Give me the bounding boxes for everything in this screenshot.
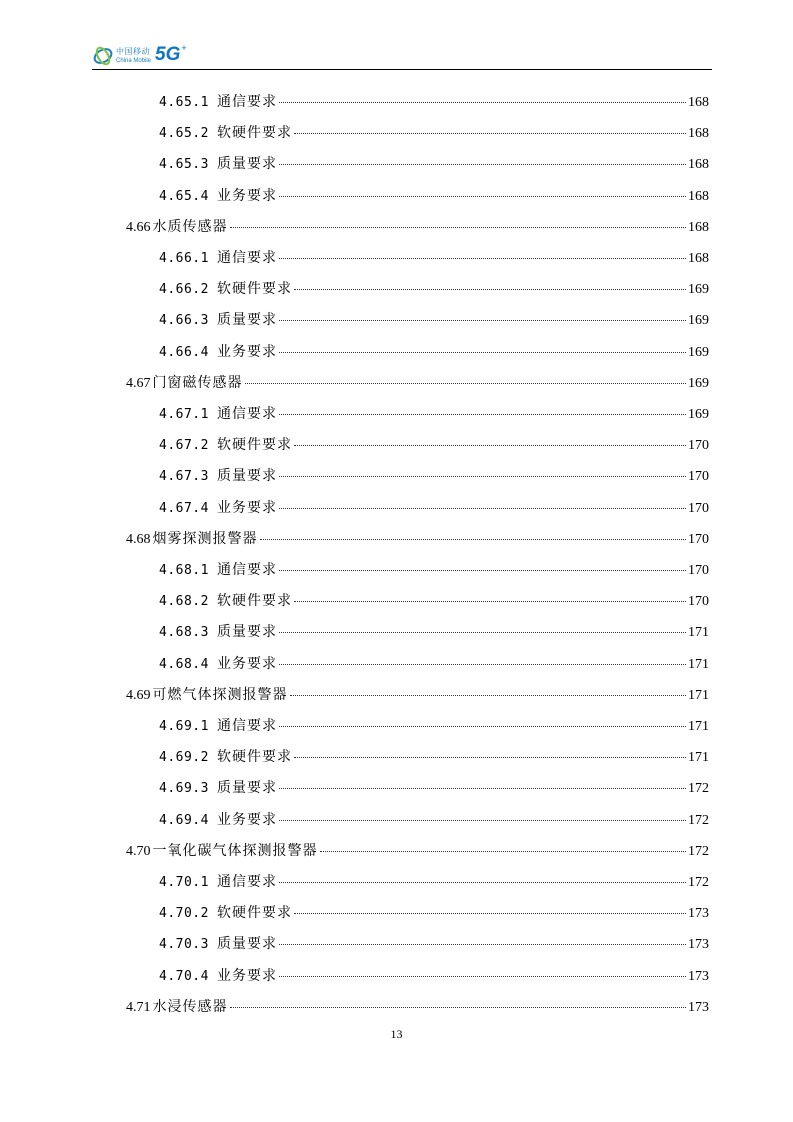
toc-entry-page: 170 xyxy=(688,563,709,578)
toc-entry-page: 169 xyxy=(688,407,709,422)
toc-entry-number: 4.67.4 xyxy=(159,500,209,516)
toc-dot-leader xyxy=(290,695,687,696)
toc-entry-title: 通信要求 xyxy=(216,406,277,422)
page-number: 13 xyxy=(390,1027,403,1041)
page-header xyxy=(92,44,712,70)
toc-dot-leader xyxy=(279,976,686,977)
toc-dot-leader xyxy=(294,913,686,914)
toc-dot-leader xyxy=(230,227,687,228)
toc-section-entry[interactable] xyxy=(126,684,709,704)
toc-entry-page: 171 xyxy=(688,719,709,734)
toc-dot-leader xyxy=(320,851,687,852)
toc-subsection-entry[interactable] xyxy=(159,621,709,641)
toc-entry-page: 169 xyxy=(688,313,709,329)
toc-section-entry[interactable] xyxy=(126,840,709,860)
toc-entry-page: 171 xyxy=(688,687,709,703)
toc-entry-page: 170 xyxy=(688,594,709,610)
toc-entry-number: 4.68.2 xyxy=(159,594,209,610)
logo-plus-mark: + xyxy=(181,43,187,53)
toc-entry-number: 4.69.2 xyxy=(159,750,209,766)
toc-entry-page: 168 xyxy=(688,95,709,110)
toc-section-entry[interactable] xyxy=(126,372,709,392)
toc-entry-title: 一氧化碳气体探测报警器 xyxy=(152,842,318,859)
toc-entry-number: 4.65.3 xyxy=(159,157,209,173)
toc-dot-leader xyxy=(279,632,686,633)
toc-entry-title: 质量要求 xyxy=(216,156,277,173)
toc-entry-number: 4.69 xyxy=(126,687,151,703)
toc-entry-page: 169 xyxy=(688,375,709,391)
toc-subsection-entry[interactable] xyxy=(159,809,709,829)
toc-entry-page: 170 xyxy=(688,438,709,454)
toc-dot-leader xyxy=(279,788,686,789)
toc-entry-title: 软硬件要求 xyxy=(216,749,292,766)
toc-entry-number: 4.70 xyxy=(126,843,151,859)
toc-dot-leader xyxy=(279,196,686,197)
toc-subsection-entry[interactable] xyxy=(159,777,709,797)
toc-entry-number: 4.67.3 xyxy=(159,469,209,485)
header-divider xyxy=(92,69,712,70)
toc-entry-number: 4.65.1 xyxy=(159,95,209,110)
toc-entry-title: 质量要求 xyxy=(216,468,277,485)
toc-entry-page: 171 xyxy=(688,625,709,641)
toc-entry-page: 170 xyxy=(688,469,709,485)
toc-entry-title: 通信要求 xyxy=(216,718,277,734)
toc-entry-title: 业务要求 xyxy=(216,187,277,204)
toc-dot-leader xyxy=(279,944,686,945)
toc-subsection-entry[interactable] xyxy=(159,497,709,517)
toc-subsection-entry[interactable] xyxy=(159,715,709,735)
toc-dot-leader xyxy=(279,726,686,727)
toc-entry-title: 通信要求 xyxy=(216,562,277,578)
toc-entry-title: 软硬件要求 xyxy=(216,125,292,142)
toc-entry-page: 172 xyxy=(688,875,709,890)
toc-entry-number: 4.66.2 xyxy=(159,282,209,298)
toc-entry-page: 172 xyxy=(688,781,709,797)
toc-dot-leader xyxy=(294,289,686,290)
toc-subsection-entry[interactable] xyxy=(159,309,709,329)
toc-section-entry[interactable] xyxy=(126,996,709,1016)
toc-entry-page: 168 xyxy=(688,251,709,266)
toc-entry-title: 水质传感器 xyxy=(152,218,228,235)
toc-dot-leader xyxy=(279,820,686,821)
toc-dot-leader xyxy=(260,539,687,540)
toc-subsection-entry[interactable] xyxy=(159,746,709,766)
toc-entry-page: 170 xyxy=(688,500,709,516)
toc-entry-number: 4.68.4 xyxy=(159,656,209,672)
toc-subsection-entry[interactable] xyxy=(159,902,709,922)
toc-dot-leader xyxy=(294,601,686,602)
toc-subsection-entry[interactable] xyxy=(159,559,709,579)
toc-entry-number: 4.66.1 xyxy=(159,251,209,266)
toc-dot-leader xyxy=(279,352,686,353)
toc-entry-page: 169 xyxy=(688,344,709,360)
toc-entry-title: 业务要求 xyxy=(216,655,277,672)
toc-entry-title: 业务要求 xyxy=(216,967,277,984)
toc-entry-number: 4.68 xyxy=(126,531,151,547)
toc-entry-number: 4.65.4 xyxy=(159,188,209,204)
toc-entry-page: 173 xyxy=(688,937,709,953)
toc-section-entry[interactable] xyxy=(126,528,709,548)
toc-entry-number: 4.70.3 xyxy=(159,937,209,953)
toc-entry-title: 软硬件要求 xyxy=(216,593,292,610)
toc-entry-number: 4.70.2 xyxy=(159,906,209,922)
toc-entry-title: 软硬件要求 xyxy=(216,905,292,922)
logo-5g-mark: 5G xyxy=(155,44,181,65)
toc-entry-title: 门窗磁传感器 xyxy=(152,374,243,391)
toc-section-entry[interactable] xyxy=(126,216,709,236)
toc-dot-leader xyxy=(279,258,686,259)
toc-entry-number: 4.66.3 xyxy=(159,313,209,329)
logo-english-text: China Mobile xyxy=(116,58,152,64)
toc-entry-title: 通信要求 xyxy=(216,874,277,890)
toc-dot-leader xyxy=(279,320,686,321)
toc-entry-page: 171 xyxy=(688,656,709,672)
toc-subsection-entry[interactable] xyxy=(159,653,709,673)
toc-entry-title: 业务要求 xyxy=(216,811,277,828)
toc-dot-leader xyxy=(279,570,686,571)
toc-subsection-entry[interactable] xyxy=(159,278,709,298)
toc-entry-page: 168 xyxy=(688,188,709,204)
toc-entry-page: 168 xyxy=(688,219,709,235)
toc-entry-page: 173 xyxy=(688,968,709,984)
toc-entry-title: 通信要求 xyxy=(216,250,277,266)
toc-dot-leader xyxy=(294,445,686,446)
toc-entry-title: 软硬件要求 xyxy=(216,437,292,454)
toc-subsection-entry[interactable] xyxy=(159,465,709,485)
toc-subsection-entry[interactable] xyxy=(159,153,709,173)
toc-entry-page: 168 xyxy=(688,126,709,142)
toc-entry-number: 4.67.2 xyxy=(159,438,209,454)
toc-entry-page: 172 xyxy=(688,812,709,828)
china-mobile-logo xyxy=(92,44,187,68)
toc-entry-number: 4.69.4 xyxy=(159,812,209,828)
toc-dot-leader xyxy=(279,414,686,415)
toc-dot-leader xyxy=(230,1007,687,1008)
toc-entry-title: 质量要求 xyxy=(216,312,277,329)
toc-subsection-entry[interactable] xyxy=(159,434,709,454)
toc-subsection-entry[interactable] xyxy=(159,122,709,142)
toc-dot-leader xyxy=(279,164,686,165)
toc-entry-number: 4.69.1 xyxy=(159,719,209,734)
toc-subsection-entry[interactable] xyxy=(159,247,709,267)
toc-subsection-entry[interactable] xyxy=(159,590,709,610)
toc-dot-leader xyxy=(279,476,686,477)
toc-entry-number: 4.68.3 xyxy=(159,625,209,641)
toc-entry-title: 质量要求 xyxy=(216,936,277,953)
toc-entry-title: 通信要求 xyxy=(216,94,277,110)
toc-entry-number: 4.67.1 xyxy=(159,407,209,422)
toc-entry-number: 4.68.1 xyxy=(159,563,209,578)
toc-entry-title: 可燃气体探测报警器 xyxy=(152,686,288,703)
toc-entry-number: 4.71 xyxy=(126,999,151,1015)
toc-dot-leader xyxy=(245,383,687,384)
toc-subsection-entry[interactable] xyxy=(159,185,709,205)
toc-entry-number: 4.70.1 xyxy=(159,875,209,890)
toc-entry-title: 软硬件要求 xyxy=(216,281,292,298)
toc-dot-leader xyxy=(279,664,686,665)
toc-entry-number: 4.69.3 xyxy=(159,781,209,797)
toc-dot-leader xyxy=(279,102,686,103)
toc-entry-title: 质量要求 xyxy=(216,780,277,797)
toc-dot-leader xyxy=(279,882,686,883)
toc-entry-number: 4.67 xyxy=(126,375,151,391)
toc-subsection-entry[interactable] xyxy=(159,341,709,361)
toc-subsection-entry[interactable] xyxy=(159,871,709,891)
toc-entry-number: 4.66.4 xyxy=(159,344,209,360)
toc-subsection-entry[interactable] xyxy=(159,933,709,953)
toc-entry-title: 烟雾探测报警器 xyxy=(152,530,258,547)
toc-entry-page: 170 xyxy=(688,531,709,547)
toc-dot-leader xyxy=(279,508,686,509)
toc-subsection-entry[interactable] xyxy=(159,91,709,111)
china-mobile-swirl-icon xyxy=(92,45,114,67)
toc-entry-title: 质量要求 xyxy=(216,624,277,641)
toc-entry-page: 173 xyxy=(688,999,709,1015)
toc-entry-page: 169 xyxy=(688,282,709,298)
toc-entry-page: 173 xyxy=(688,906,709,922)
toc-dot-leader xyxy=(294,133,686,134)
toc-subsection-entry[interactable] xyxy=(159,965,709,985)
toc-entry-page: 171 xyxy=(688,750,709,766)
toc-entry-number: 4.70.4 xyxy=(159,968,209,984)
toc-subsection-entry[interactable] xyxy=(159,403,709,423)
logo-chinese-text: 中国移动 xyxy=(116,47,150,56)
toc-dot-leader xyxy=(294,757,686,758)
toc-entry-title: 水浸传感器 xyxy=(152,998,228,1015)
toc-entry-page: 172 xyxy=(688,843,709,859)
toc-entry-title: 业务要求 xyxy=(216,343,277,360)
toc-entry-title: 业务要求 xyxy=(216,499,277,516)
toc-entry-page: 168 xyxy=(688,157,709,173)
toc-entry-number: 4.65.2 xyxy=(159,126,209,142)
toc-entry-number: 4.66 xyxy=(126,219,151,235)
